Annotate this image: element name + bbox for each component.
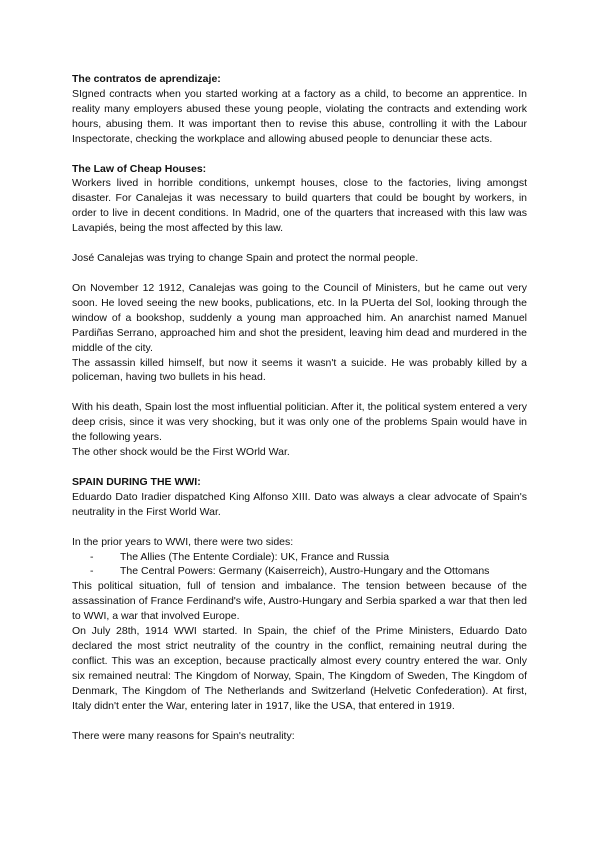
document-body [72,72,527,743]
paragraph-cheap-houses: Workers lived in horrible conditions, unkempt houses, close to the factories, living amongst disaster. For Canalejas it was necessary to build quarters that could be bought by workers, in order to live in decent conditions. In Madrid, one of the quarters that increased with this law was Lavapiés, being the most affected by this law. [72,177,527,235]
list-item-text: The Central Powers: Germany (Kaiserreich), Austro-Hungary and the Ottomans [120,565,490,578]
paragraph-canalejas-murder: On November 12 1912, Canalejas was going to the Council of Ministers, but he came out very soon. He loved seeing the new books, publications, etc. In la PUerta del Sol, looking through the window of a bookshop, suddenly a young man approached him. An anarchist named Manuel Pardiñas Serrano, approached him and shot the president, leaving him dead and murdered in the middle of the city. [72,281,527,354]
list-item-text: The Allies (The Entente Cordiale): UK, France and Russia [120,550,390,563]
spacer [72,714,527,729]
paragraph-neutrality: On July 28th, 1914 WWI started. In Spain, the chief of the Prime Ministers, Eduardo Dato declared the most strict neutrality of the country in the conflict, remaining neutral during the conflict. This was an exception, because practically almost every country entered the war. Only six remained neutral: The Kingdom of Norway, Spain, The Kingdom of Sweden, The Kingdom of Denmark, The Kingdom of The Netherlands and Switzerland (Helvetic Confederation). At first, Italy didn't enter the War, entering later in 1917, like the USA, that entered in 1919. [72,625,527,712]
heading-spain-wwi: SPAIN DURING THE WWI: [72,475,201,488]
paragraph-canalejas-death: With his death, Spain lost the most influential politician. After it, the political system entered a very deep crisis, since it was very shocking, but it was only one of the problems Spain would have in the following years. [72,401,527,444]
spacer [72,385,527,400]
paragraph-contratos: SIgned contracts when you started working at a factory as a child, to become an apprentice. In reality many employers abused these young people, violating the contracts and extending work hours, abusing them. It was important then to revise this abuse, controlling it with the Labour Inspectorate, checking the workplace and allowing abused people to denunciar these acts. [72,87,527,145]
paragraph-sides-intro: In the prior years to WWI, there were two sides: [72,535,294,548]
spacer [72,266,527,281]
spacer [72,460,527,475]
paragraph-canalejas-assassin: The assassin killed himself, but now it seems it wasn't a suicide. He was probably killed by a policeman, having two bullets in his head. [72,356,527,384]
paragraph-tension: This political situation, full of tension and imbalance. The tension between because of the assassination of France Ferdinand's wife, Austro-Hungary and Serbia sparked a war that then led to WWI, a war that involved Europe. [72,580,527,623]
spacer [72,147,527,162]
paragraph-first-world-war-shock: The other shock would be the First WOrld War. [72,446,290,459]
heading-cheap-houses: The Law of Cheap Houses: [72,162,207,175]
spacer [72,520,527,535]
list-item [72,550,527,565]
dash-bullet: - [90,565,94,578]
sides-list [72,550,527,580]
spacer [72,236,527,251]
paragraph-reasons: There were many reasons for Spain's neutrality: [72,729,295,742]
paragraph-wwi-intro: Eduardo Dato Iradier dispatched King Alfonso XIII. Dato was always a clear advocate of Spain's neutrality in the First World War. [72,490,527,518]
list-item [72,564,527,579]
heading-contratos: The contratos de aprendizaje: [72,73,221,85]
dash-bullet: - [90,550,94,563]
paragraph-canalejas-intro: José Canalejas was trying to change Spain and protect the normal people. [72,252,419,265]
